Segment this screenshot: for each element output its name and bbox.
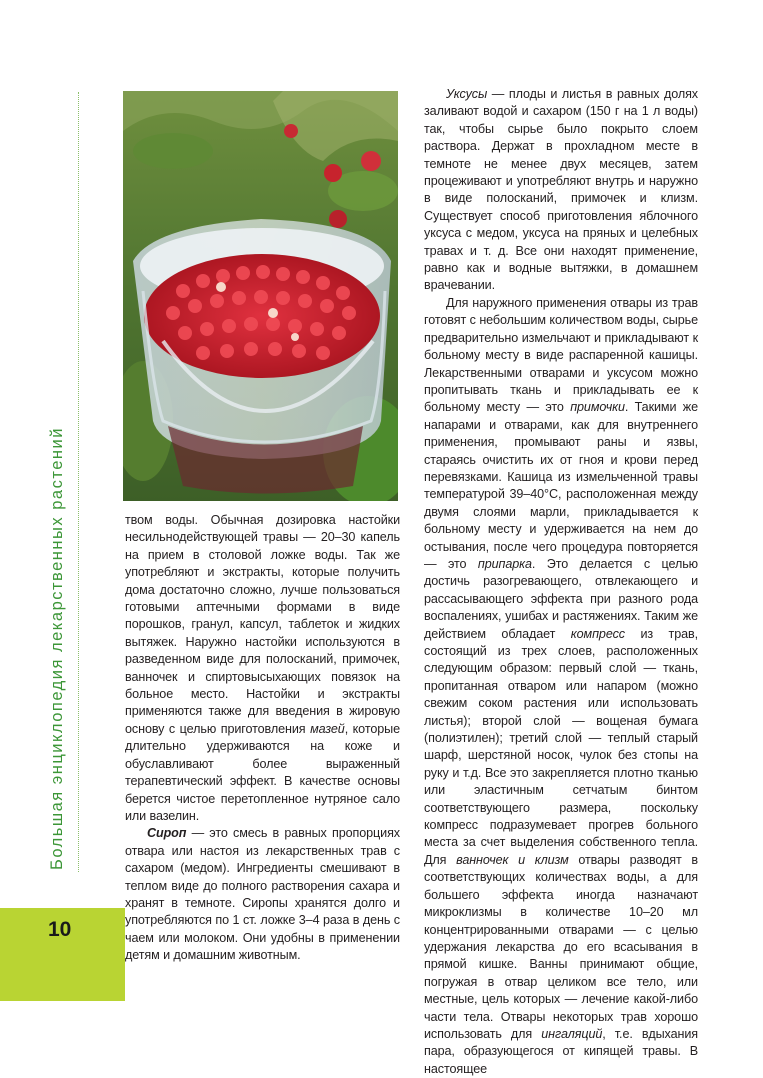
term-inhalations: ингаляций: [541, 1026, 603, 1041]
text-span: , которые длительно удерживаются на коже и обуславливают более выраженный терапевтический эффект. В качестве основы берется чистое перетопленное нутряное сало или вазелин.: [125, 721, 401, 823]
term-ointments: мазей: [310, 721, 345, 736]
margin-dotted-rule: [78, 92, 79, 872]
text-span: отвары разводят в соответствующих количествах воды, а для большего эффекта иногда назначают микроклизмы в количестве 10–20 мл концентрированными отварами — с целью удержания лекарства до его всасывания в прямой кишке. Ванны принимают общие, погружая в отвар целиком все тело, или местные, цель которых — лечение какой-либо части тела. Отвары некоторых трав хорошо использовать для: [424, 852, 698, 1041]
text-span: — плоды и листья в равных долях заливают водой и сахаром (150 г на 1 л воды) так, чтобы сырье было покрыто слоем раствора. Держат в прохладном месте в темноте не менее двух месяцев, затем процеживают и употребляют внутрь и наружно в виде полосканий, примочек и клизм. Существует способ приготовления яблочного уксуса с медом, уксуса на пряных и целебных травах и т. д. Все они находят применение, равно как и водные вытяжки, в домашнем врачевании.: [424, 87, 698, 293]
term-compress: компресс: [570, 626, 625, 641]
term-poultice: припарка: [477, 556, 532, 571]
text-span: — это смесь в равных пропорциях отвара или настоя из лекарственных трав с сахаром (медом). Ингредиенты смешивают в теплом виде до полного растворения сахара и хранят в темноте. Сиропы хранятся долго и употребляются по 1 ст. ложке 3–4 раза в день с чаем или молоком. Они удобны в применении детям и домашним животным.: [125, 826, 400, 963]
page-number: 10: [48, 918, 72, 941]
term-syrup: Сироп: [147, 826, 187, 841]
text-span: . Такими же напарами и отварами, как для внутреннего применения, промывают раны и язвы, стараясь очистить их от гноя и крови перед перевязками. Кашица из измельченной травы температурой 39–40°C, расположенная между двумя слоями марли, прикладывается к больному месту и удерживается на нем до остывания, после чего процедура повторяется — это: [424, 400, 698, 571]
paragraph: [125, 825, 400, 964]
wild-strawberry-bucket-photo: [123, 91, 398, 501]
text-span: из трав, состоящий из трех слоев, расположенных следующим образом: первый слой — ткань, пропитанная отваром или напаром (можно свежим соком растения или использовать листья); второй слой — вощеная бумага (полиэтилен); третий слой — теплый старый шарф, шерстяной носок, чулок без стопы на руку и т.д. Все это закрепляется плотно тканью или эластичным сетчатым бинтом соответствующего размера, поскольку компресс подразумевает прогрев больного места за счет выделения собственного тепла. Для: [424, 626, 698, 867]
right-text-column: [424, 86, 698, 1078]
text-span: твом воды. Обычная дозировка настойки несильнодействующей травы — 20–30 капель на прием в столовой ложке воды. Так же употребляют и экстракты, которые получить дома достаточно сложно, лучше пользоваться готовыми аптечными формами в виде порошков, гранул, капсул, таблеток и жидких вытяжек. Наружно настойки используются в разведенном виде для полосканий, примочек, ванночек и спиртовысыхающих повязок на больное место. Настойки и экстракты применяются также для введения в жировую основу с целью приготовления: [125, 513, 400, 736]
book-title-vertical: Большая энциклопедия лекарственных растений: [48, 427, 66, 870]
text-span: , т.е. вдыхания пара, образующегося от кипящей травы. В настоящее: [424, 1026, 698, 1076]
text-span: Для наружного применения отвары из трав готовят с небольшим количеством воды, сырье предварительно измельчают и прикладывают к больному месту в виде распаренной кашицы. Лекарственными отварами и уксусом можно пропитывать ткань и прикладывать ее к больному месту — это: [424, 295, 698, 415]
paragraph: [125, 512, 400, 825]
term-compresses-lotions: примочки: [570, 400, 625, 415]
text-span: . Это делается с целью достичь разогревающего, отвлекающего и рассасывающего эффекта при разного рода воспалениях, ушибах и растяжениях. Таким же действием обладает: [424, 556, 698, 641]
term-baths-enemas: ванночек и клизм: [456, 852, 569, 867]
paragraph: [424, 295, 698, 1078]
paragraph: [424, 86, 698, 295]
left-text-column: [125, 512, 400, 965]
term-vinegars: Уксусы: [446, 87, 488, 101]
